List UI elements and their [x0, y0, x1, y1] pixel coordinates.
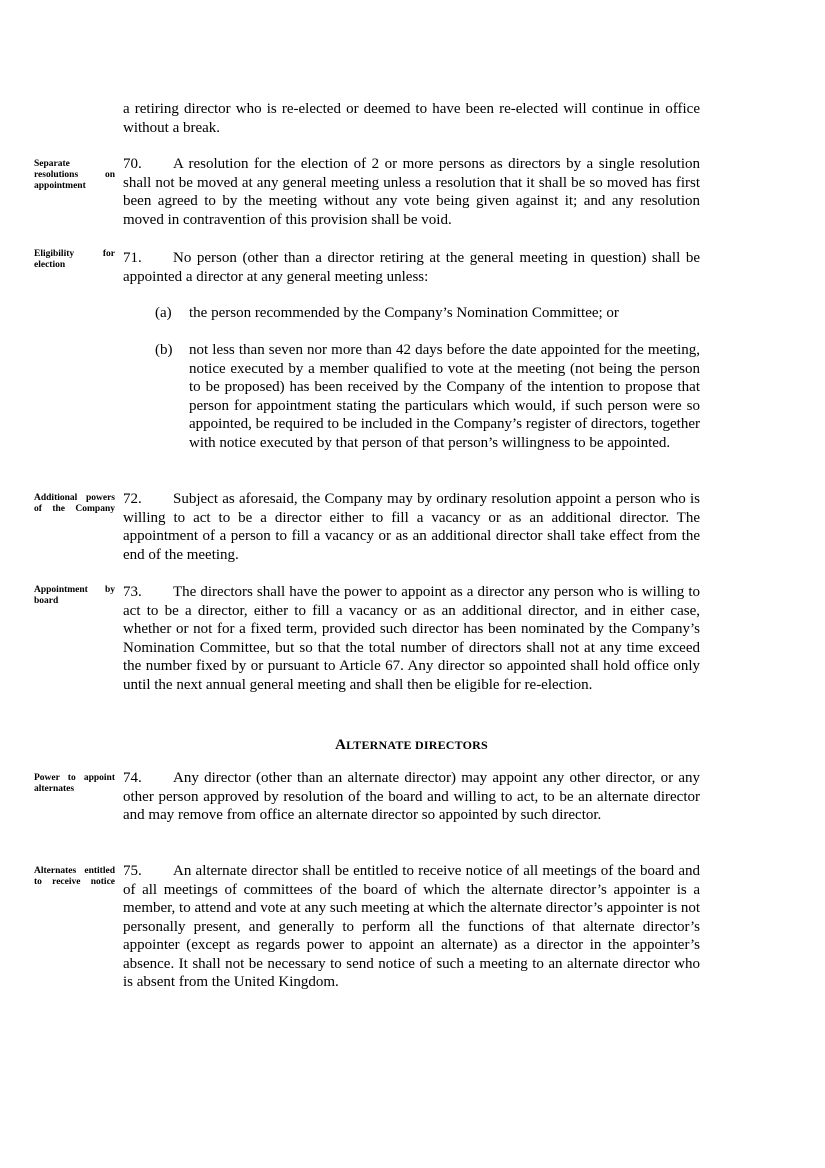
margin-note-72: Additional powers of the Company: [34, 493, 115, 514]
article-text: Any director (other than an alternate director) may appoint any other director, or any other person approved by resolution of the board and willing to act, to be an alternate director and may remove from office an alternate director so appointed by such director.: [123, 770, 700, 823]
article-73: [123, 583, 700, 694]
article-number: 75.: [123, 863, 142, 879]
margin-note-73: Appointment by board: [34, 585, 115, 606]
item-text: not less than seven nor more than 42 days before the date appointed for the meeting, notice executed by a member qualified to vote at the meeting (not being the person to be proposed) has been received by the Company of the intention to propose that person for appointment stating the particulars which would, if such person were so appointed, be required to be included in the Company’s register of directors, together with notice executed by that person of that person’s willingness to be appointed.: [189, 342, 700, 451]
article-number: 71.: [123, 250, 142, 266]
article-text: The directors shall have the power to appoint as a director any person who is willing to act to be a director, either to fill a vacancy or as an additional director, and in either case, whether or not for a fixed term, provided such director has been nominated by the Company’s Nomination Committee, but so that the total number of directors shall not at any time exceed the number fixed by or pursuant to Article 67. Any director so appointed shall hold office only until the next annual general meeting and shall then be eligible for re-election.: [123, 584, 700, 693]
article-text: A resolution for the election of 2 or more persons as directors by a single resolution shall not be moved at any general meeting unless a resolution that it shall be so moved has first been agreed to by the meeting without any vote being given against it; and any resolution moved in contravention of this provision shall be void.: [123, 156, 700, 228]
item-label: (b): [155, 342, 173, 358]
section-heading: [123, 737, 700, 754]
article-72: [123, 490, 700, 564]
article-number: 72.: [123, 491, 142, 507]
article-71: [123, 249, 700, 286]
article-70: [123, 155, 700, 229]
article-71-item-a: [155, 304, 700, 323]
item-label: (a): [155, 305, 172, 321]
intro-paragraph: a retiring director who is re-elected or deemed to have been re-elected will continue in office without a break.: [123, 101, 700, 136]
article-text: No person (other than a director retiring at the general meeting in question) shall be appointed a director at any general meeting unless:: [123, 250, 700, 285]
article-text: An alternate director shall be entitled to receive notice of all meetings of the board and of all meetings of committees of the board of which the alternate director’s appointer is a member, to attend and vote at any such meeting at which the alternate director’s appointer is not personally present, and generally to perform all the functions of that alternate director’s appointer (except as regards power to appoint an alternate) as a director in the appointer’s absence. It shall not be necessary to send notice of such a meeting to an alternate director who is absent from the United Kingdom.: [123, 863, 700, 990]
heading-rest: LTERNATE DIRECTORS: [346, 738, 488, 752]
article-number: 73.: [123, 584, 142, 600]
margin-note-70: Separate resolutions on appointment: [34, 159, 115, 191]
article-number: 74.: [123, 770, 142, 786]
margin-note-71: Eligibility for election: [34, 249, 115, 270]
margin-note-75: Alternates entitled to receive notice: [34, 866, 115, 887]
article-74: [123, 769, 700, 825]
article-text: Subject as aforesaid, the Company may by ordinary resolution appoint a person who is willing to act to be a director either to fill a vacancy or as an additional director. The appointment of a person to fill a vacancy or as an additional director shall take effect from the end of the meeting.: [123, 491, 700, 563]
article-number: 70.: [123, 156, 142, 172]
article-71-item-b: [155, 341, 700, 452]
margin-note-74: Power to appoint alternates: [34, 773, 115, 794]
article-75: [123, 862, 700, 992]
heading-initial: A: [335, 737, 347, 753]
item-text: the person recommended by the Company’s Nomination Committee; or: [189, 305, 619, 321]
